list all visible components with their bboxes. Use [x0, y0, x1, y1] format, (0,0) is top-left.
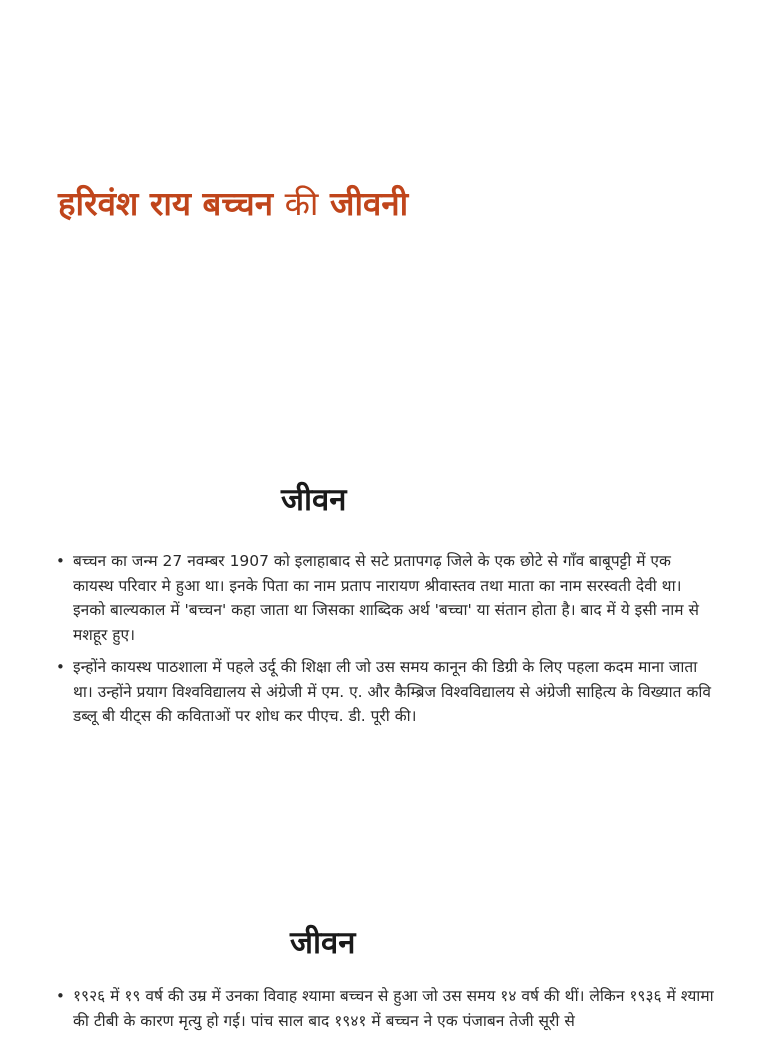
- section-heading-life-2: जीवन: [290, 925, 356, 961]
- section-2-bullet-list: [56, 984, 716, 1041]
- bullet-dot-icon: •: [56, 552, 65, 570]
- page-title: [58, 180, 408, 228]
- bullet-text: १९२६ में १९ वर्ष की उम्र में उनका विवाह श्यामा बच्चन से हुआ जो उस समय १४ वर्ष की थीं। लेकिन १९३६ में श्यामा की टीबी के कारण मृत्यु हो गई। पांच साल बाद १९४१ में बच्चन ने एक पंजाबन तेजी सूरी से: [73, 987, 714, 1030]
- list-item: [56, 549, 716, 647]
- section-1-bullet-list: [56, 549, 716, 737]
- bullet-text: इन्होंने कायस्थ पाठशाला में पहले उर्दू की शिक्षा ली जो उस समय कानून की डिग्री के लिए पहला कदम माना जाता था। उन्होंने प्रयाग विश्वविद्यालय से अंग्रेजी में एम. ए. और कैम्ब्रिज विश्वविद्यालय से अंग्रेजी साहित्य के विख्यात कवि डब्लू बी यीट्स की कविताओं पर शोध कर पीएच. डी. पूरी की।: [73, 658, 711, 725]
- section-heading-life-1: जीवन: [281, 482, 347, 518]
- bullet-text: बच्चन का जन्म 27 नवम्बर 1907 को इलाहाबाद से सटे प्रतापगढ़ जिले के एक छोटे से गाँव बाबूपट्टी में एक कायस्थ परिवार मे हुआ था। इनके पिता का नाम प्रताप नारायण श्रीवास्तव तथा माता का नाम सरस्वती देवी था। इनको बाल्यकाल में 'बच्चन' कहा जाता था जिसका शाब्दिक अर्थ 'बच्चा' या संतान होता है। बाद में ये इसी नाम से मशहूर हुए।: [73, 552, 699, 644]
- title-connector: की: [284, 184, 319, 223]
- bullet-dot-icon: •: [56, 987, 65, 1005]
- title-name: हरिवंश राय बच्चन: [58, 184, 274, 223]
- list-item: [56, 655, 716, 729]
- title-biography: जीवनी: [329, 184, 409, 223]
- list-item: [56, 984, 716, 1033]
- bullet-dot-icon: •: [56, 658, 65, 676]
